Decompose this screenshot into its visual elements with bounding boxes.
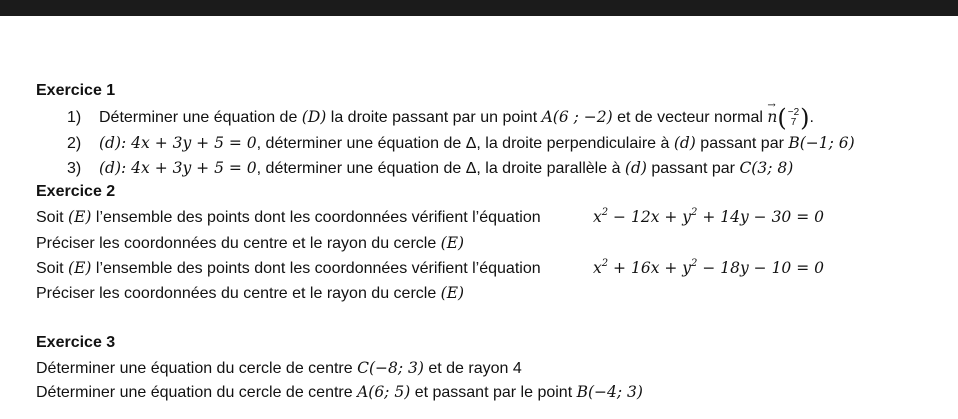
line-name: (d)	[99, 134, 122, 152]
exercise-1-title: Exercice 1	[36, 82, 116, 99]
statement-text: et passant par le point	[410, 384, 577, 401]
set-name: (E)	[440, 234, 465, 252]
point-a: A(6 ; −2)	[541, 108, 613, 127]
delta-symbol: Δ	[465, 135, 477, 152]
exercise-2-line-2	[36, 233, 464, 254]
line-name: (D)	[301, 108, 327, 127]
statement-text: Soit	[36, 260, 69, 277]
circle-center-c: C(−8; 3)	[357, 359, 424, 377]
vector-components: ( −2 7 )	[777, 104, 810, 132]
question-text: , la droite parallèle à	[476, 160, 625, 177]
question-text: , la droite perpendiculaire à	[476, 135, 674, 152]
statement-text: Déterminer une équation du cercle de centre	[36, 360, 358, 377]
line-equation: : 4x + 3y + 5 = 0	[121, 134, 257, 152]
circle-equation-1	[593, 207, 824, 227]
set-name: (E)	[68, 208, 92, 226]
exercise-3-line-1	[36, 358, 522, 379]
set-name: (E)	[440, 284, 465, 302]
equation-part: − 18y − 10 = 0	[697, 259, 824, 277]
exercise-2-line-3	[36, 258, 541, 279]
question-number: 2)	[67, 135, 82, 152]
exponent: 2	[691, 206, 698, 218]
exercise-1-question-2	[67, 133, 855, 154]
exercise-2-line-1	[36, 207, 541, 228]
point-b: B(−4; 3)	[576, 383, 643, 401]
question-text: passant par	[695, 135, 789, 152]
equation-part: x	[593, 208, 602, 226]
statement-text: et de rayon 4	[423, 360, 522, 377]
exercise-2-title: Exercice 2	[36, 183, 116, 200]
exercise-1-question-3	[67, 158, 793, 179]
statement-text: Préciser les coordonnées du centre et le rayon du cercle	[36, 235, 441, 252]
equation-part: − 12x + y	[608, 208, 692, 226]
statement-text: l’ensemble des points dont les coordonnées vérifient l’équation	[91, 260, 541, 277]
exponent: 2	[601, 257, 609, 269]
vector-x: −2	[787, 107, 800, 118]
question-number: 1)	[67, 109, 82, 127]
line-name: (d)	[99, 159, 122, 177]
question-number: 3)	[67, 160, 82, 177]
question-text: passant par	[646, 160, 740, 177]
question-text: , déterminer une équation de	[256, 135, 466, 152]
statement-text: Déterminer une équation du cercle de centre	[36, 384, 358, 401]
circle-center-a: A(6; 5)	[357, 383, 411, 401]
question-text: la droite passant par un point	[326, 109, 542, 127]
exercise-3-title: Exercice 3	[36, 334, 116, 351]
question-text: Déterminer une équation de	[99, 109, 302, 127]
statement-text: Soit	[36, 209, 69, 226]
question-text: , déterminer une équation de	[256, 160, 466, 177]
circle-equation-2	[593, 258, 824, 278]
exponent: 2	[691, 257, 698, 269]
point-c: C(3; 8)	[739, 159, 794, 177]
equation-part: + 14y − 30 = 0	[697, 208, 824, 226]
point-b: B(−1; 6)	[788, 134, 855, 152]
exercise-1-question-1	[67, 106, 814, 130]
period: .	[809, 109, 814, 127]
exponent: 2	[601, 206, 609, 218]
vector-y: 7	[790, 117, 797, 128]
line-equation: : 4x + 3y + 5 = 0	[121, 159, 257, 177]
set-name: (E)	[68, 259, 92, 277]
line-name: (d)	[673, 134, 696, 152]
line-name: (d)	[624, 159, 647, 177]
delta-symbol: Δ	[465, 160, 477, 177]
question-text: et de vecteur normal	[612, 109, 768, 127]
equation-part: + 16x + y	[608, 259, 692, 277]
exercise-2-line-4	[36, 283, 464, 304]
statement-text: l’ensemble des points dont les coordonnées vérifient l’équation	[91, 209, 541, 226]
exercise-3-line-2	[36, 382, 643, 403]
statement-text: Préciser les coordonnées du centre et le rayon du cercle	[36, 285, 441, 302]
equation-part: x	[593, 259, 602, 277]
normal-vector: → n	[767, 107, 777, 127]
